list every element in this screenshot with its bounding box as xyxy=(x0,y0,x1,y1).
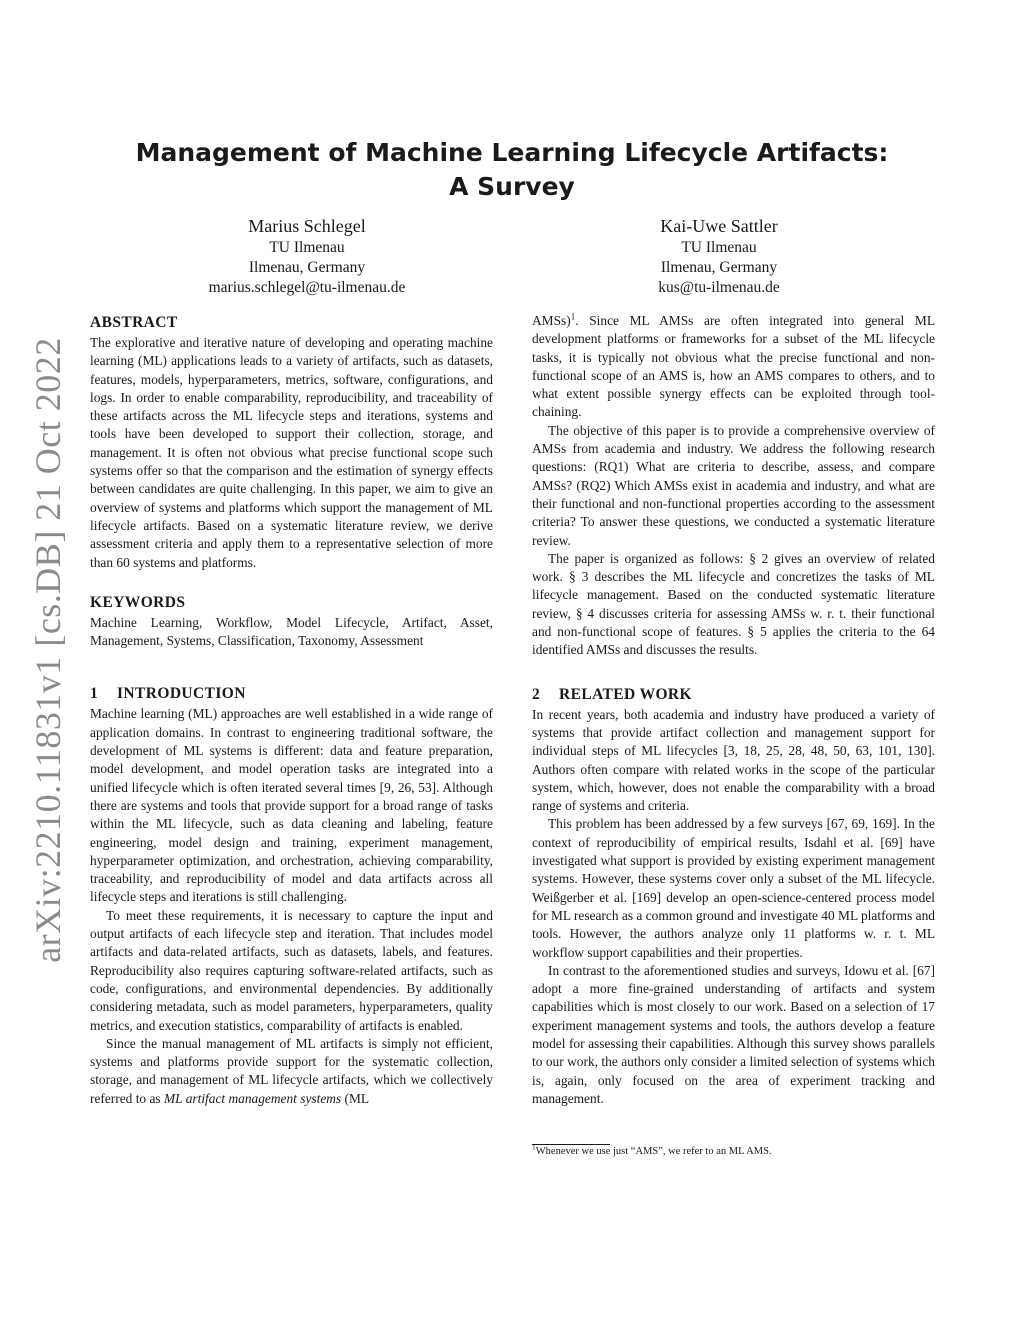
intro-paragraph-4: The objective of this paper is to provide a comprehensive overview of AMSs from academia and industry. We address the following research questions: (RQ1) What are criteria to describe, assess, and compare AMSs? (RQ2) Which AMSs exist in academia and industry, and what are their functional and non-functional properties according to the assessment criteria? To answer these questions, we conducted a systematic literature review. xyxy=(532,422,935,548)
author-affiliation: TU Ilmenau xyxy=(681,239,757,256)
abstract-heading: ABSTRACT xyxy=(90,314,178,331)
section-title: INTRODUCTION xyxy=(117,685,246,703)
footnote xyxy=(532,1142,935,1159)
footnote-text: Whenever we use just “AMS”, we refer to an ML AMS. xyxy=(535,1146,772,1158)
intro-p4-start: AMSs) xyxy=(532,313,571,328)
author-location: Ilmenau, Germany xyxy=(248,259,366,276)
author-block-1 xyxy=(157,214,457,298)
intro-paragraph-3 xyxy=(90,1035,493,1108)
section-number: 1 xyxy=(90,685,99,703)
abstract-text: The explorative and iterative nature of developing and operating machine learning (ML) applications leads to a variety of artifacts, such as datasets, features, models, hyperparameters, metrics, software, configurations, and logs. In order to enable comparability, reproducibility, and traceability of these artifacts across the ML lifecycle steps and iterations, systems and tools have been developed to support their collection, storage, and management. It is often not obvious what precise functional scope such systems offer so that the comparison and the estimation of synergy effects between candidates are quite challenging. In this paper, we aim to give an overview of systems and platforms which support the management of ML lifecycle artifacts. Based on a systematic literature review, we derive assessment criteria and apply them to a representative selection of more than 60 systems and platforms. xyxy=(90,335,493,570)
related-work-heading xyxy=(532,684,935,706)
keywords-text: Machine Learning, Workflow, Model Lifecycle, Artifact, Asset, Management, Systems, Classification, Taxonomy, Assessment xyxy=(90,614,493,649)
related-paragraph-2: This problem has been addressed by a few surveys [67, 69, 169]. In the context of reproducibility of empirical results, Isdahl et al. [69] have investigated what support is provided by existing experiment management systems. However, these systems cover only a subset of the ML lifecycle. Weißgerber et al. [169] develop an open-science-centered process model for ML research as a common ground and investigate 40 ML platforms and tools. However, the authors analyze only 11 platforms w. r. t. ML workflow support capabilities and their properties. xyxy=(532,816,935,960)
paper-title-line2: A Survey xyxy=(449,172,575,201)
footnote-marker: 1 xyxy=(570,311,576,322)
arxiv-identifier: arXiv:2210.11831v1 [cs.DB] 21 Oct 2022 xyxy=(28,337,68,963)
intro-paragraph-5: The paper is organized as follows: § 2 gives an overview of related work. § 3 describes the ML lifecycle and concretizes the tasks of ML lifecycle management. Based on the conducted systematic literature review, § 4 discusses criteria for assessing AMSs w. r. t. their functional and non-functional scope of features. § 5 applies the criteria to the 64 identified AMSs and discusses the results. xyxy=(532,550,935,658)
author-email: marius.schlegel@tu-ilmenau.de xyxy=(208,279,406,296)
section-title: RELATED WORK xyxy=(559,685,692,703)
intro-p3-text: Since the manual management of ML artifacts is simply not efficient, systems and platforms provide support for the systematic collection, storage, and management of ML lifecycle artifacts, which we collectively referred to as xyxy=(90,1035,493,1106)
author-name: Kai-Uwe Sattler xyxy=(660,216,778,236)
related-paragraph-1: In recent years, both academia and industry have produced a variety of systems that provide artifact collection and management support for individual steps of ML lifecycles [3, 18, 25, 28, 48, 50, 63, 101, 130]. Authors often compare with related works in the scope of the particular system, which, however, does not enable the comparability with a broad range of systems and criteria. xyxy=(532,706,935,814)
intro-paragraph-3-continued xyxy=(532,312,935,422)
paper-title xyxy=(120,136,904,204)
related-paragraph-3: In contrast to the aforementioned studies and surveys, Idowu et al. [67] adopt a more fine-grained understanding of artifacts and system capabilities which is most closely to our work. Based on a selection of 17 experiment management systems and tools, the authors develop a feature model for assessing their capabilities. Although this survey shows parallels to our work, the authors only consider a limited selection of systems which is, again, only focused on the area of experiment tracking and management. xyxy=(532,962,935,1106)
left-column xyxy=(90,312,493,1108)
author-location: Ilmenau, Germany xyxy=(660,259,778,276)
author-block-2 xyxy=(569,214,869,298)
right-column xyxy=(532,312,935,1159)
keywords-heading: KEYWORDS xyxy=(90,593,186,611)
author-affiliation: TU Ilmenau xyxy=(269,239,345,256)
intro-p4-rest: . Since ML AMSs are often integrated into general ML development platforms or frameworks for a subset of the ML lifecycle tasks, it is typically not obvious what the precise functional and non-functional scope of an AMS is, how an AMS compares to others, and to what extent possible synergy effects can be exploited through tool-chaining. xyxy=(532,313,935,420)
intro-paragraph-2: To meet these requirements, it is necessary to capture the input and output artifacts of each lifecycle step and iteration. That includes model artifacts and data-related artifacts, such as datasets, labels, and features. Reproducibility also requires capturing software-related artifacts, such as code, configurations, and environmental dependencies. By additionally considering metadata, such as model parameters, hyperparameters, quality metrics, and execution statistics, comparability of artifacts is enabled. xyxy=(90,907,493,1033)
section-number: 2 xyxy=(532,685,541,703)
author-email: kus@tu-ilmenau.de xyxy=(658,279,780,296)
footnote-mark: 1 xyxy=(532,1142,536,1152)
intro-p3-emphasis: ML artifact management systems xyxy=(163,1090,342,1106)
intro-paragraph-1: Machine learning (ML) approaches are well established in a wide range of application domains. In contrast to engineering traditional software, the development of ML systems is different: data and feature preparation, model development, and model operation tasks are integrated into a unified lifecycle which is often iterated several times [9, 26, 53]. Although there are systems and tools that provide support for a broad range of tasks within the ML lifecycle, such as data cleaning and labeling, feature engineering, model design and training, experiment management, hyperparameter optimization, and orchestration, achieving comparability, traceability, and reproducibility of model and data artifacts across all lifecycle steps and iterations is still challenging. xyxy=(90,706,493,905)
intro-p3-end: (ML xyxy=(341,1090,370,1106)
author-name: Marius Schlegel xyxy=(248,216,366,236)
introduction-heading xyxy=(90,683,493,705)
paper-title-line1: Management of Machine Learning Lifecycle Artifacts: xyxy=(135,138,889,167)
